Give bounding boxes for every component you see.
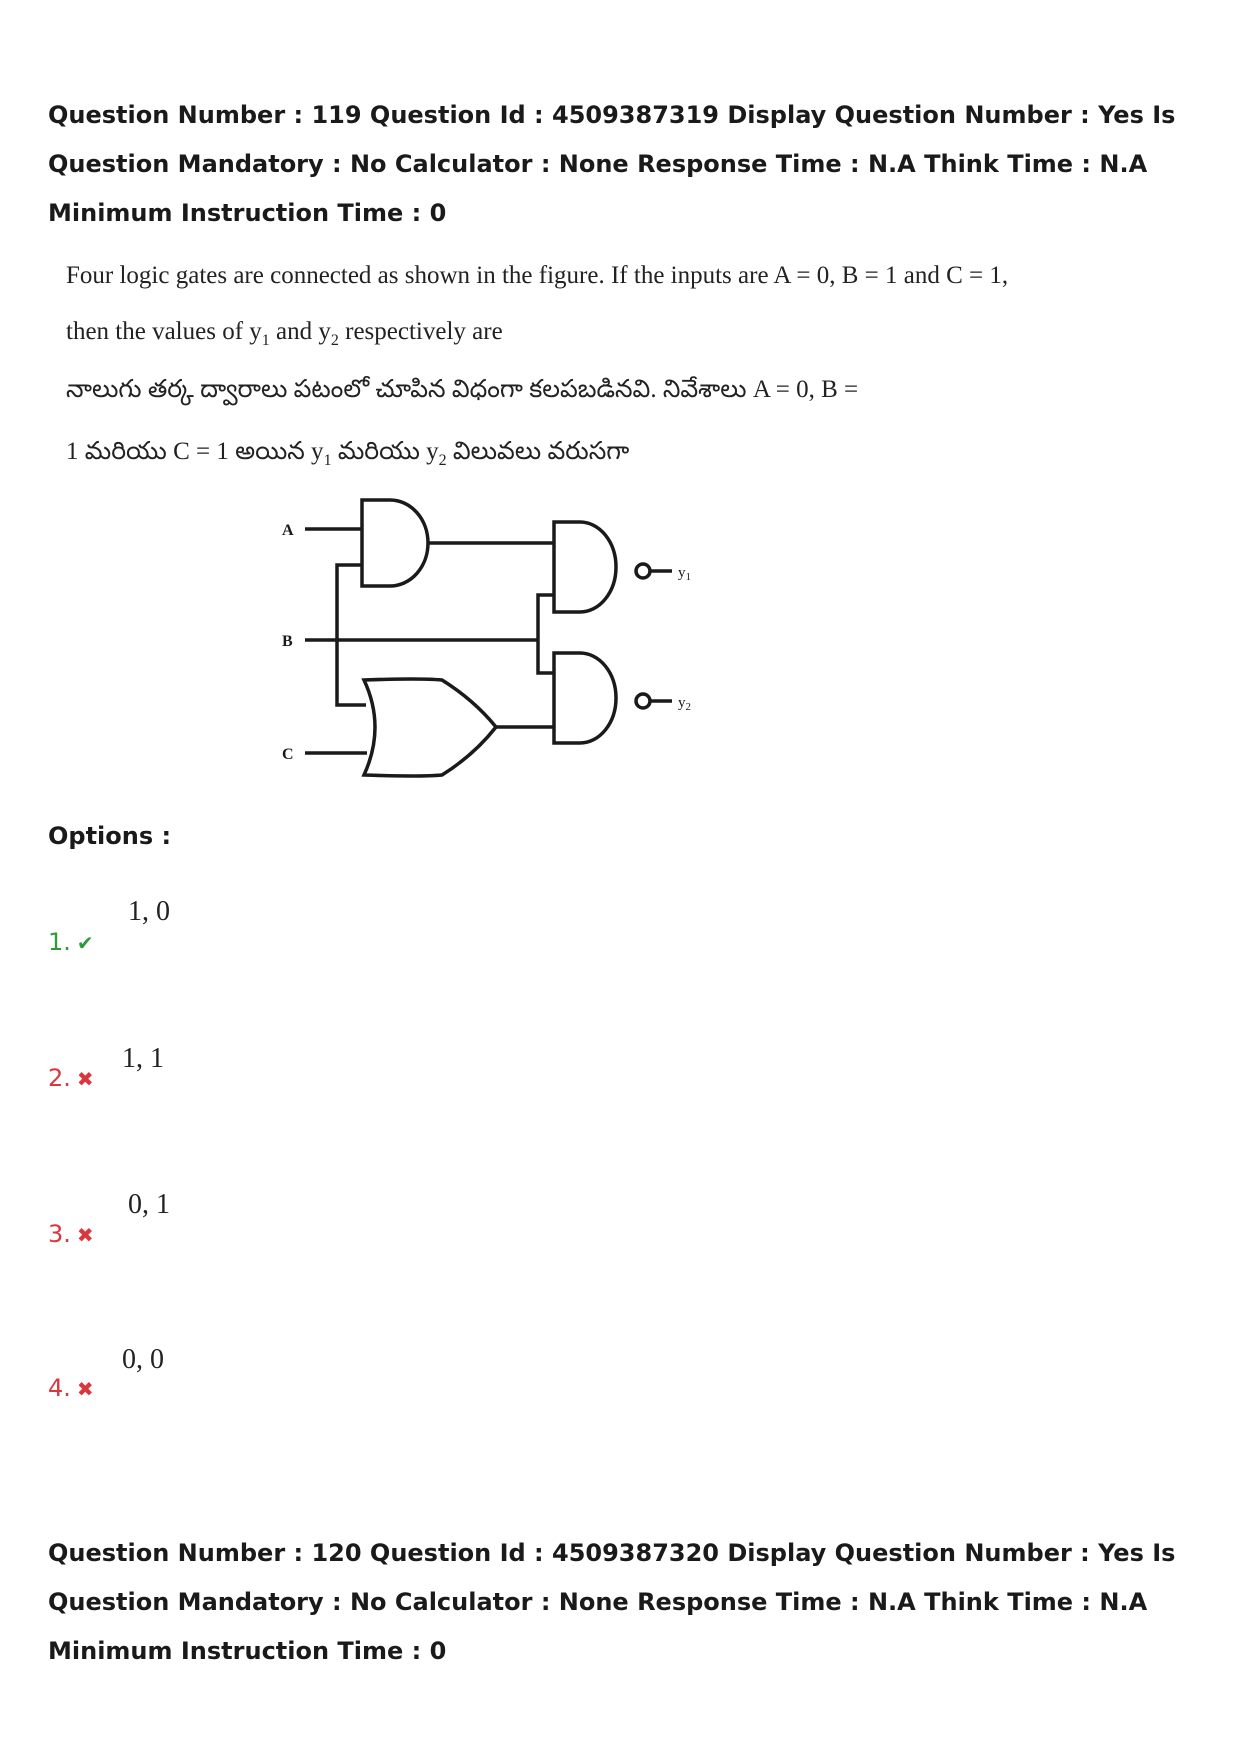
- logic-gate-diagram: [270, 495, 710, 795]
- input-b-label: B: [282, 633, 293, 650]
- nand-gate-1: [554, 522, 616, 612]
- option-2-number: 2. ✖: [48, 1064, 94, 1092]
- question-text-english-line2: then the values of $y_1$ and $y_2$ respectively are: [66, 318, 503, 349]
- nand-bubble-1: [636, 564, 650, 578]
- option-3-number: 3. ✖: [48, 1220, 94, 1248]
- input-a-label: A: [282, 522, 294, 539]
- and-gate-1: [362, 500, 428, 586]
- option-2-value: 1, 1: [122, 1043, 164, 1074]
- option-3-value: 0, 1: [128, 1189, 170, 1220]
- wire-b-to-or: [337, 640, 366, 705]
- wrong-cross-icon: ✖: [76, 1377, 94, 1401]
- question-119-metadata: Question Number : 119 Question Id : 4509387319 Display Question Number : Yes Is Question Mandatory : No Calculator : None Response Time : N.A Think Time : N.A Minimum Instruction Time : 0: [48, 101, 1176, 227]
- option-4-value: 0, 0: [122, 1344, 164, 1375]
- option-1-value: 1, 0: [128, 896, 170, 927]
- wire-b-to-nand2: [538, 640, 554, 673]
- question-120-metadata: Question Number : 120 Question Id : 4509387320 Display Question Number : Yes Is Question Mandatory : No Calculator : None Response Time : N.A Think Time : N.A Minimum Instruction Time : 0: [48, 1539, 1176, 1665]
- option-4-number: 4. ✖: [48, 1374, 94, 1402]
- option-1-number: 1. ✔: [48, 928, 94, 956]
- question-text-english-line1: Four logic gates are connected as shown in the figure. If the inputs are A = 0, B = 1 and C = 1,: [66, 262, 1009, 289]
- wrong-cross-icon: ✖: [76, 1223, 94, 1247]
- output-y2-label: $y_2$: [678, 695, 691, 713]
- options-label: Options :: [48, 822, 172, 850]
- question-text-telugu-line2: 1 మరియు C = 1 అయిన $y_1$ మరియు $y_2$ విలువలు వరుసగా: [66, 438, 630, 469]
- input-c-label: C: [282, 746, 294, 763]
- wire-b-to-and1: [337, 565, 362, 640]
- correct-check-icon: ✔: [76, 931, 94, 955]
- output-y1-label: $y_1$: [678, 565, 691, 583]
- wrong-cross-icon: ✖: [76, 1067, 94, 1091]
- question-text-telugu-line1: నాలుగు తర్క ద్వారాలు పటంలో చూపిన విధంగా కలపబడినవి. నివేశాలు A = 0, B =: [66, 376, 859, 403]
- nand-gate-2: [554, 653, 616, 743]
- or-gate: [364, 679, 496, 776]
- wire-b-to-nand1: [538, 595, 554, 640]
- nand-bubble-2: [636, 694, 650, 708]
